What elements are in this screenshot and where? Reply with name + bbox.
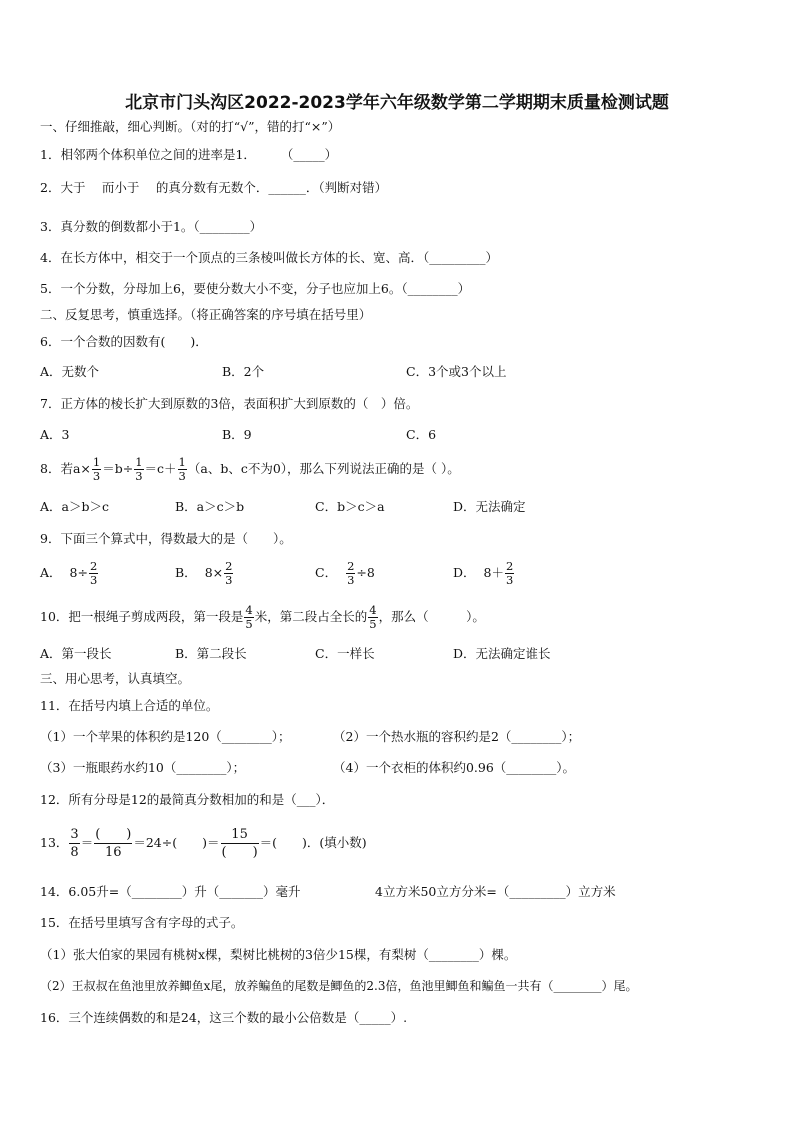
q13-equals-1: ＝ — [80, 835, 94, 850]
q13-middle: ＝24÷( )＝ — [133, 835, 220, 850]
q9-option-b-label: B． — [175, 565, 197, 580]
question-5: 5．一个分数，分母加上6，要使分数大小不变，分子也应加上6。（________） — [40, 281, 471, 296]
q9-option-a-numerator: 2 — [89, 559, 98, 573]
q13-fraction-3-numerator: 15 — [221, 826, 259, 844]
q10-fraction-1-denominator: 5 — [245, 617, 253, 631]
question-13 — [40, 822, 367, 864]
q7-option-c: C．6 — [406, 427, 437, 442]
question-12: 12．所有分母是12的最简真分数相加的和是（___）． — [40, 792, 335, 807]
question-10 — [40, 600, 485, 634]
q9-option-c-fraction — [346, 560, 355, 587]
q11-part-4: （4）一个衣柜的体积约0.96（________）。 — [333, 760, 576, 775]
q13-fraction-3 — [221, 826, 259, 861]
q8-option-d: D．无法确定 — [453, 499, 526, 514]
q10-option-d: D．无法确定谁长 — [453, 646, 551, 661]
q13-fraction-2-numerator: ( ) — [95, 827, 132, 842]
q9-option-c-numerator: 2 — [347, 559, 355, 573]
q13-fraction-3-denominator: ( ) — [221, 845, 258, 860]
q9-option-b-fraction — [224, 560, 233, 587]
q9-option-a-expr: 8÷ — [69, 565, 88, 580]
q11-part-1: （1）一个苹果的体积约是120（________）； — [40, 729, 291, 744]
question-14-part-b: 4立方米50立方分米=（_________）立方米 — [375, 884, 616, 899]
q6-option-c: C．3个或3个以上 — [406, 364, 507, 379]
q9-option-b — [175, 556, 234, 590]
q8-fraction-3-denominator: 3 — [178, 469, 186, 483]
q10-option-c: C．一样长 — [315, 646, 375, 661]
q10-fraction-2-denominator: 5 — [369, 617, 377, 631]
q10-fraction-2-numerator: 4 — [369, 603, 377, 617]
section-2-heading: 二、反复思考，慎重选择。（将正确答案的序号填在括号里） — [40, 307, 372, 322]
q8-suffix: （a、b、c不为0），那么下列说法正确的是（ ）。 — [187, 461, 460, 476]
q10-suffix: ，那么（ ）。 — [378, 609, 485, 624]
question-2: 2．大于 而小于 的真分数有无数个．______．（判断对错） — [40, 180, 388, 195]
q8-fraction-1-denominator: 3 — [92, 469, 101, 483]
question-7: 7．正方体的棱长扩大到原数的3倍，表面积扩大到原数的（ ）倍。 — [40, 396, 419, 411]
question-6: 6．一个合数的因数有( )． — [40, 334, 208, 349]
q9-option-a — [40, 556, 99, 590]
section-1-heading: 一、仔细推敲，细心判断。（对的打“√”，错的打“×”） — [40, 119, 341, 134]
q13-fraction-1 — [69, 826, 79, 861]
q8-fraction-3 — [178, 456, 187, 483]
q15-part-1: （1）张大伯家的果园有桃树x棵，梨树比桃树的3倍少15棵，有梨树（________）棵。 — [40, 947, 517, 962]
q10-mid: 米，第二段占全长的 — [254, 609, 368, 624]
q8-fraction-2-numerator: 1 — [135, 455, 143, 469]
q8-fraction-2 — [134, 456, 143, 483]
q8-fraction-1 — [92, 456, 101, 483]
q8-mid-1: ＝b÷ — [102, 461, 134, 476]
q8-fraction-1-numerator: 1 — [92, 455, 101, 469]
q8-fraction-2-denominator: 3 — [135, 469, 143, 483]
q8-fraction-3-numerator: 1 — [178, 455, 186, 469]
q13-label: 13． — [40, 835, 69, 850]
q13-fraction-1-denominator: 8 — [70, 845, 79, 860]
q9-option-d-denominator: 3 — [505, 573, 514, 587]
question-3: 3．真分数的倒数都小于1。（________） — [40, 219, 263, 234]
q9-option-d-fraction — [505, 560, 514, 587]
q13-fraction-2-denominator: 16 — [105, 845, 122, 860]
q9-option-b-numerator: 2 — [225, 559, 233, 573]
q8-option-c: C．b＞c＞a — [315, 499, 385, 514]
q9-option-a-denominator: 3 — [89, 573, 98, 587]
q9-option-b-denominator: 3 — [225, 573, 233, 587]
q8-option-b: B．a＞c＞b — [175, 499, 245, 514]
question-11: 11．在括号内填上合适的单位。 — [40, 698, 219, 713]
q10-fraction-1 — [244, 604, 253, 631]
q13-tail: ＝( )．(填小数) — [259, 835, 367, 850]
question-8 — [40, 452, 460, 486]
q9-option-d-numerator: 2 — [505, 559, 514, 573]
q10-fraction-1-numerator: 4 — [245, 603, 253, 617]
q9-option-c — [315, 556, 375, 590]
question-4: 4．在长方体中，相交于一个顶点的三条棱叫做长方体的长、宽、高．（_________） — [40, 250, 498, 265]
q13-fraction-2 — [94, 826, 132, 861]
q8-option-a: A．a＞b＞c — [40, 499, 109, 514]
q11-part-2: （2）一个热水瓶的容积约是2（________）； — [333, 729, 581, 744]
q7-option-a: A．3 — [40, 427, 70, 442]
q10-option-b: B．第二段长 — [175, 646, 247, 661]
question-14-part-a: 14．6.05升=（________）升（_______）毫升 — [40, 884, 301, 899]
q9-option-c-denominator: 3 — [347, 573, 355, 587]
q9-option-b-expr: 8× — [204, 565, 224, 580]
question-15: 15．在括号里填写含有字母的式子。 — [40, 915, 244, 930]
q10-prefix: 10．把一根绳子剪成两段，第一段是 — [40, 609, 244, 624]
q8-mid-2: ＝c＋ — [144, 461, 177, 476]
q9-option-d — [453, 556, 515, 590]
q9-option-c-label: C． — [315, 565, 338, 580]
q10-fraction-2 — [368, 604, 377, 631]
page-title: 北京市门头沟区2022-2023学年六年级数学第二学期期末质量检测试题 — [125, 93, 669, 113]
q6-option-a: A．无数个 — [40, 364, 100, 379]
q8-prefix: 8．若a× — [40, 461, 91, 476]
q7-option-b: B．9 — [222, 427, 252, 442]
q6-option-b: B．2个 — [222, 364, 265, 379]
q9-option-c-expr: ÷8 — [356, 565, 375, 580]
q11-part-3: （3）一瓶眼药水约10（________）； — [40, 760, 246, 775]
question-1: 1．相邻两个体积单位之间的进率是1． （_____） — [40, 147, 338, 162]
q9-option-a-label: A． — [40, 565, 62, 580]
q9-option-d-label: D． — [453, 565, 476, 580]
q15-part-2: （2）王叔叔在鱼池里放养鲫鱼x尾，放养鳊鱼的尾数是鲫鱼的2.3倍，鱼池里鲫鱼和鳊鱼一共有（________）尾。 — [40, 979, 638, 993]
q10-option-a: A．第一段长 — [40, 646, 112, 661]
q9-option-a-fraction — [89, 560, 98, 587]
q13-fraction-1-numerator: 3 — [70, 827, 79, 842]
question-9: 9．下面三个算式中，得数最大的是（ ）。 — [40, 531, 292, 546]
question-16: 16．三个连续偶数的和是24，这三个数的最小公倍数是（_____）. — [40, 1010, 408, 1025]
q9-option-d-expr: 8＋ — [483, 565, 504, 580]
section-3-heading: 三、用心思考，认真填空。 — [40, 671, 191, 686]
